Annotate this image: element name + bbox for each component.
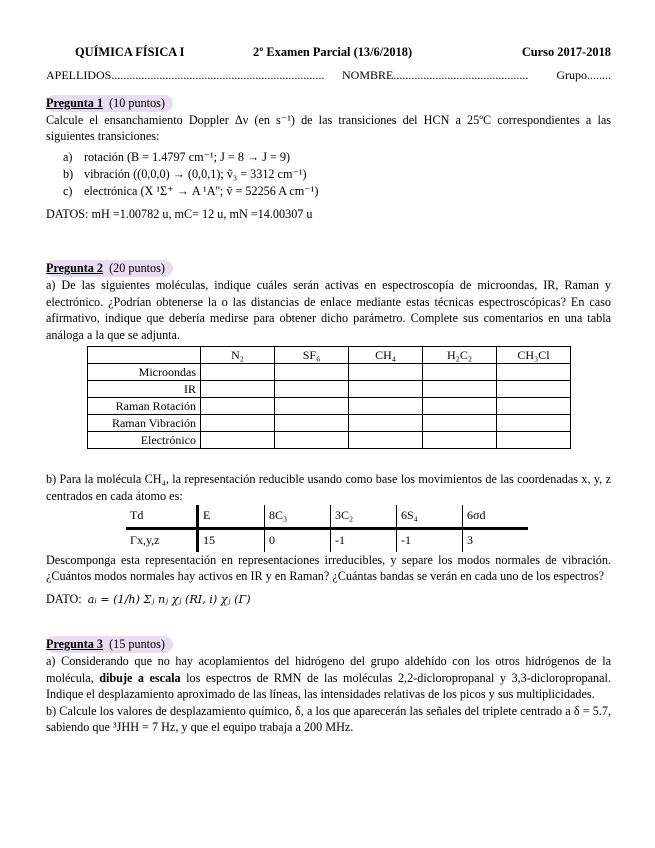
exam-title: 2º Examen Parcial (13/6/2018)	[253, 45, 413, 59]
question-3-part-b: b) Calcule los valores de desplazamiento químico, δ, a los que aparecerán las señales del triplete centrado a δ = 5.7, sabiendo que ³JHH = 7 Hz, y que el equipo trabaja a 200 MHz.	[46, 703, 611, 735]
table-header-cell: SF₆	[275, 347, 349, 364]
question-1-items	[63, 149, 611, 200]
apellidos-field[interactable]: APELLIDOS.......................................................................	[46, 68, 325, 82]
question-1-text: Calcule el ensanchamiento Doppler Δν (en s⁻¹) de las transiciones del HCN a 25ºC correspondientes a las siguientes transiciones:	[46, 112, 611, 144]
grupo-field[interactable]: Grupo........	[556, 68, 611, 82]
representation-label: Γx,y,z	[126, 528, 198, 552]
question-1-title: Pregunta 1 (10 puntos)	[46, 95, 173, 112]
character-value: 15	[203, 533, 215, 548]
table-row: Raman Rotación	[88, 398, 571, 415]
academic-year: Curso 2017-2018	[521, 45, 611, 59]
table-header-cell: H₂C₂	[423, 347, 497, 364]
list-item: b) vibración ((0,0,0) → (0,0,1); ṽ₃ = 3312 cm⁻¹)	[63, 166, 307, 181]
nombre-field[interactable]: NOMBRE.............................................	[342, 68, 529, 82]
question-2-part-b: b) Para la molécula CH₄, la representación reducible usando como base los movimientos de las coordenadas x, y, z centrados en cada átomo es:	[46, 472, 611, 503]
table-row: Electrónico	[88, 432, 571, 449]
table-header-cell: CH₄	[349, 347, 423, 364]
exam-page	[46, 44, 611, 736]
question-3-title: Pregunta 3 (15 puntos)	[46, 636, 173, 653]
class-label: 3C₂	[331, 505, 397, 529]
question-2-part-a: a) De las siguientes moléculas, indique cuáles serán activas en espectroscopía de microondas, IR, Raman y electrónico. ¿Podrían obtenerse la o las distancias de enlace mediante estas técnicas espectroscópicas? En caso afirmativo, indique que debería medirse para obtener dicho parámetro. Complete sus comentarios en una tabla análoga a la que se adjunta.	[46, 277, 611, 342]
question-1-datos: DATOS: mH =1.00782 u, mC= 12 u, mN =14.00307 u	[46, 206, 313, 221]
class-label: 8C₃	[265, 505, 331, 529]
character-value: 3	[463, 528, 529, 552]
question-2-title: Pregunta 2 (20 puntos)	[46, 260, 173, 277]
class-label: E	[198, 505, 265, 529]
student-info-line	[46, 67, 611, 89]
table-header-cell: N₂	[201, 347, 275, 364]
list-item: a) rotación (B = 1.4797 cm⁻¹; J = 8 → J = 9)	[63, 149, 291, 164]
table-row: Microondas	[88, 364, 571, 381]
question-2-dato: DATO: aᵢ = (1/h) Σⱼ nⱼ χⱼ (RI, i) χⱼ (Γ)	[46, 591, 251, 606]
class-label: 6S₄	[397, 505, 463, 529]
reduction-formula: aᵢ = (1/h) Σⱼ nⱼ χⱼ (RI, i) χⱼ (Γ)	[87, 592, 251, 606]
table-corner	[88, 347, 201, 364]
spectroscopy-table	[87, 346, 571, 449]
table-row: IR	[88, 381, 571, 398]
question-3-part-a: a) Considerando que no hay acoplamientos del hidrógeno del grupo aldehído con los otros hidrógenos de la molécula, dibuje a escala los espectros de RMN de las moléculas 2,2-dicloropropanal y 3,3-dicloropropanal. Indique el desplazamiento aproximado de las líneas, las intensidades relativas de los picos y sus multiplicidades.	[46, 653, 611, 702]
course-title: QUÍMICA FÍSICA I	[75, 45, 185, 59]
character-value: 0	[265, 528, 331, 552]
exam-header	[46, 44, 611, 62]
point-group-label: Td	[126, 505, 198, 529]
table-header-cell: CH₃Cl	[497, 347, 571, 364]
character-value: -1	[397, 528, 463, 552]
question-2-part-c: Descomponga esta representación en representaciones irreducibles, y separe los modos normales de vibración. ¿Cuántos modos normales hay activos en IR y en Raman? ¿Cuántas bandas se verán en cada uno de los espectros?	[46, 552, 611, 584]
character-table	[126, 505, 528, 552]
class-label: 6σd	[463, 505, 529, 529]
character-value: -1	[331, 528, 397, 552]
table-row: Raman Vibración	[88, 415, 571, 432]
list-item: c) electrónica (X ¹Σ⁺ → A ¹A''; ṽ = 52256 A cm⁻¹)	[63, 183, 319, 198]
